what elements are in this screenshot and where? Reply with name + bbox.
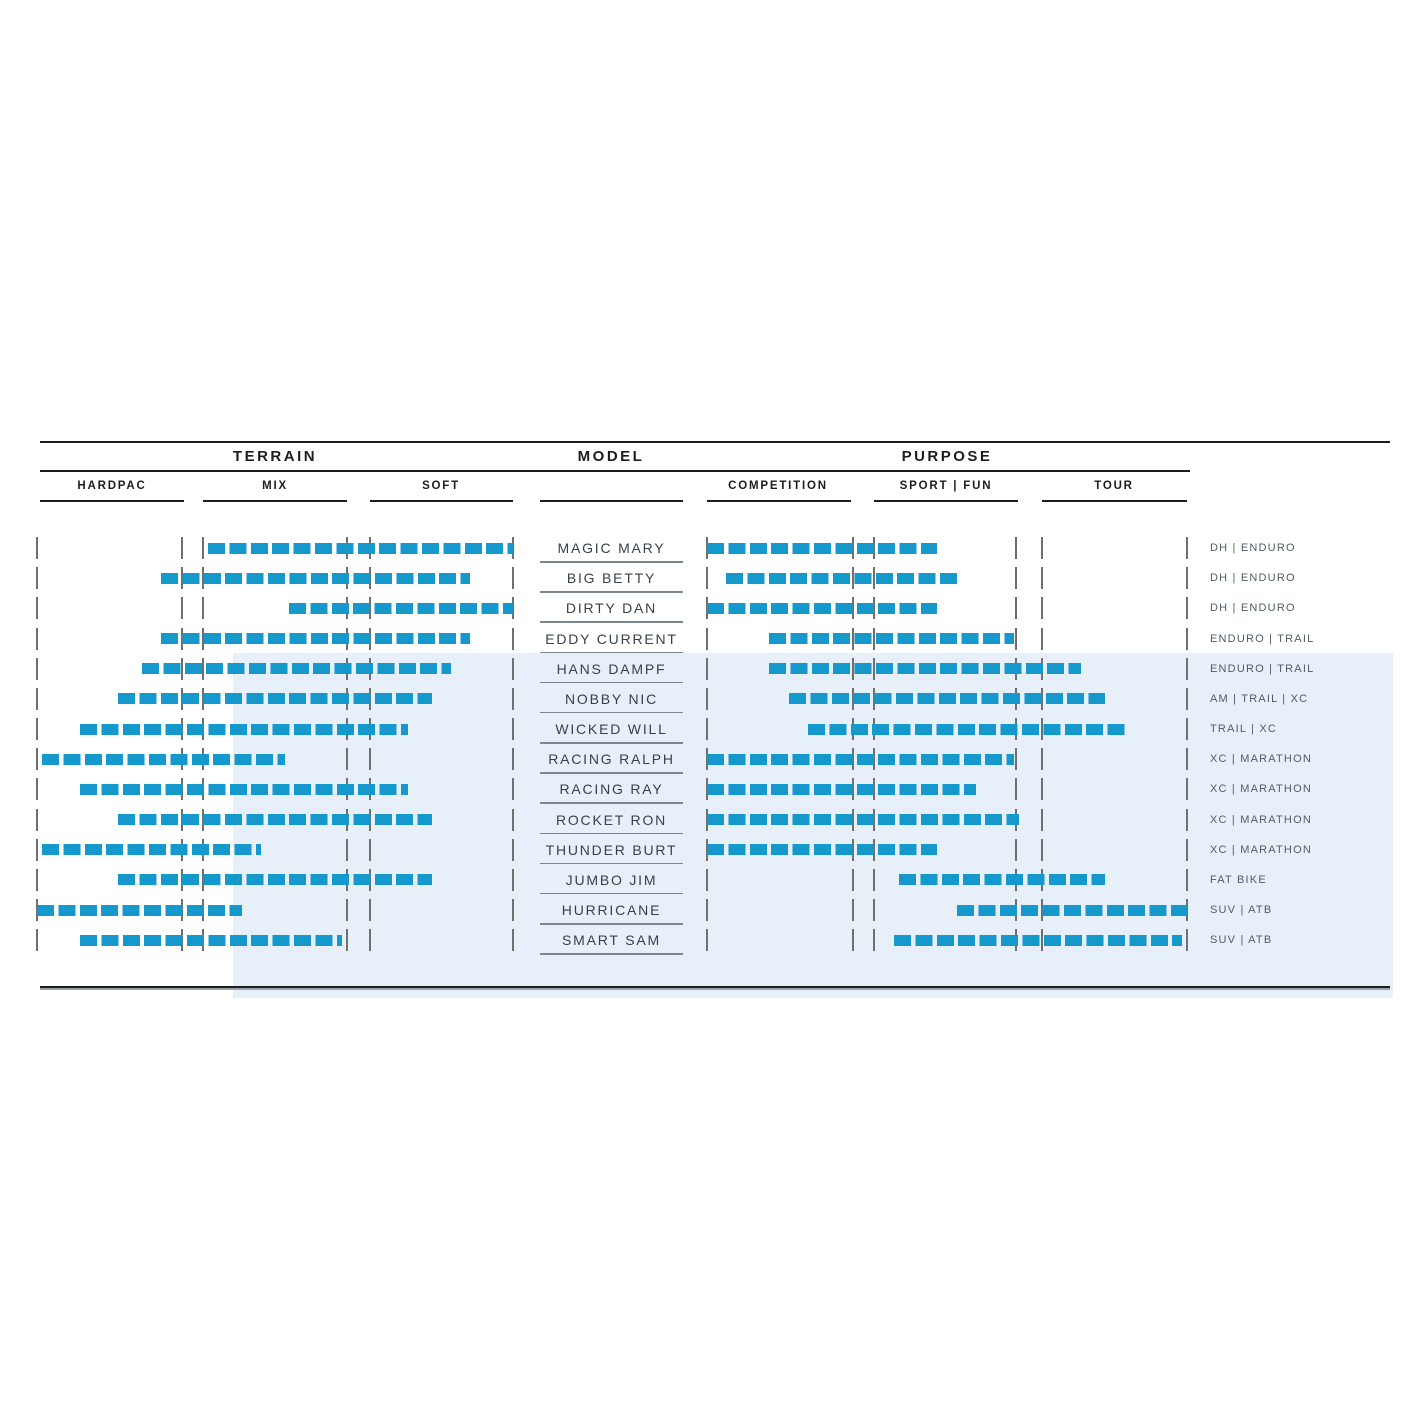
purpose-range-bar bbox=[769, 633, 1014, 644]
purpose-range-bar bbox=[707, 543, 937, 554]
underline-sport-fun bbox=[874, 500, 1018, 502]
terrain-range-bar bbox=[289, 603, 513, 614]
axis-tick bbox=[36, 809, 38, 831]
terrain-range-bar bbox=[42, 754, 285, 765]
axis-tick bbox=[1041, 597, 1043, 619]
axis-tick bbox=[1186, 929, 1188, 951]
axis-tick bbox=[36, 778, 38, 800]
axis-tick bbox=[873, 929, 875, 951]
use-label: DH | ENDURO bbox=[1210, 572, 1296, 585]
model-underline bbox=[540, 953, 683, 955]
axis-tick bbox=[1015, 748, 1017, 770]
underline-competition bbox=[707, 500, 851, 502]
model-label: RACING RALPH bbox=[548, 751, 675, 768]
axis-tick bbox=[1186, 658, 1188, 680]
axis-tick bbox=[346, 748, 348, 770]
terrain-range-bar bbox=[161, 573, 470, 584]
model-label: RACING RAY bbox=[559, 781, 664, 798]
purpose-range-bar bbox=[726, 573, 956, 584]
use-label: XC | MARATHON bbox=[1210, 843, 1312, 856]
axis-tick bbox=[1041, 628, 1043, 650]
use-label: XC | MARATHON bbox=[1210, 783, 1312, 796]
axis-tick bbox=[346, 929, 348, 951]
axis-tick bbox=[1186, 567, 1188, 589]
axis-tick bbox=[202, 597, 204, 619]
model-label: MAGIC MARY bbox=[557, 540, 666, 556]
model-underline bbox=[540, 561, 683, 563]
axis-tick bbox=[369, 748, 371, 770]
model-underline bbox=[540, 893, 683, 895]
axis-tick bbox=[181, 537, 183, 559]
underline-tour bbox=[1042, 500, 1187, 502]
axis-tick bbox=[512, 718, 514, 740]
axis-tick bbox=[1041, 567, 1043, 589]
use-label: SUV | ATB bbox=[1210, 934, 1273, 947]
axis-tick bbox=[512, 628, 514, 650]
subheader-competition: COMPETITION bbox=[728, 480, 828, 492]
axis-tick bbox=[706, 869, 708, 891]
axis-tick bbox=[852, 899, 854, 921]
purpose-range-bar bbox=[808, 724, 1125, 735]
model-label: EDDY CURRENT bbox=[545, 630, 678, 647]
axis-tick bbox=[36, 718, 38, 740]
axis-tick bbox=[1041, 537, 1043, 559]
terrain-range-bar bbox=[161, 633, 470, 644]
subheader-mix: MIX bbox=[262, 480, 288, 492]
axis-tick bbox=[706, 658, 708, 680]
axis-tick bbox=[512, 778, 514, 800]
use-label: ENDURO | TRAIL bbox=[1210, 632, 1315, 645]
purpose-range-bar bbox=[899, 874, 1105, 885]
terrain-range-bar bbox=[142, 663, 451, 674]
axis-tick bbox=[36, 537, 38, 559]
subheader-tour: TOUR bbox=[1094, 480, 1134, 492]
use-label: FAT BIKE bbox=[1210, 873, 1267, 886]
axis-tick bbox=[706, 929, 708, 951]
model-underline bbox=[540, 652, 683, 654]
model-label: JUMBO JIM bbox=[565, 871, 658, 888]
axis-tick bbox=[512, 899, 514, 921]
axis-tick bbox=[1015, 597, 1017, 619]
terrain-range-bar bbox=[80, 784, 408, 795]
axis-tick bbox=[706, 567, 708, 589]
axis-tick bbox=[873, 899, 875, 921]
header-rule bbox=[40, 470, 1190, 472]
use-label: ENDURO | TRAIL bbox=[1210, 662, 1315, 675]
axis-tick bbox=[852, 929, 854, 951]
terrain-range-bar bbox=[118, 874, 432, 885]
axis-tick bbox=[346, 899, 348, 921]
use-label: XC | MARATHON bbox=[1210, 813, 1312, 826]
axis-tick bbox=[1186, 809, 1188, 831]
axis-tick bbox=[36, 869, 38, 891]
axis-tick bbox=[36, 839, 38, 861]
terrain-range-bar bbox=[37, 905, 242, 916]
purpose-range-bar bbox=[707, 814, 1019, 825]
model-label: HANS DAMPF bbox=[556, 660, 667, 677]
axis-tick bbox=[1186, 869, 1188, 891]
axis-tick bbox=[1186, 748, 1188, 770]
model-underline bbox=[540, 621, 683, 623]
terrain-range-bar bbox=[80, 935, 342, 946]
axis-tick bbox=[1186, 628, 1188, 650]
model-label: DIRTY DAN bbox=[565, 600, 658, 617]
axis-tick bbox=[706, 688, 708, 710]
axis-tick bbox=[1186, 839, 1188, 861]
model-label: NOBBY NIC bbox=[565, 690, 658, 707]
purpose-range-bar bbox=[707, 784, 976, 795]
model-label: SMART SAM bbox=[562, 932, 661, 949]
axis-tick bbox=[512, 567, 514, 589]
axis-tick bbox=[512, 748, 514, 770]
axis-tick bbox=[852, 869, 854, 891]
axis-tick bbox=[36, 688, 38, 710]
axis-tick bbox=[36, 929, 38, 951]
axis-tick bbox=[512, 869, 514, 891]
axis-tick bbox=[706, 718, 708, 740]
axis-tick bbox=[36, 567, 38, 589]
model-label: BIG BETTY bbox=[566, 570, 657, 587]
purpose-range-bar bbox=[769, 663, 1081, 674]
terrain-range-bar bbox=[118, 693, 432, 704]
top-rule bbox=[40, 441, 1390, 443]
axis-tick bbox=[1015, 628, 1017, 650]
subheader-sport-fun: SPORT | FUN bbox=[899, 480, 993, 492]
model-underline bbox=[540, 923, 683, 925]
model-underline bbox=[540, 742, 683, 744]
purpose-range-bar bbox=[789, 693, 1106, 704]
axis-tick bbox=[512, 839, 514, 861]
underline-hardpac bbox=[40, 500, 184, 502]
subheader-soft: SOFT bbox=[422, 480, 460, 492]
model-label: WICKED WILL bbox=[555, 721, 668, 738]
underline-soft bbox=[370, 500, 513, 502]
underline-model bbox=[540, 500, 683, 502]
purpose-range-bar bbox=[894, 935, 1182, 946]
axis-tick bbox=[369, 839, 371, 861]
model-underline bbox=[540, 682, 683, 684]
model-underline bbox=[540, 591, 683, 593]
axis-tick bbox=[36, 658, 38, 680]
axis-tick bbox=[1041, 748, 1043, 770]
model-underline bbox=[540, 863, 683, 865]
terrain-header: TERRAIN bbox=[232, 448, 318, 465]
model-label: HURRICANE bbox=[561, 902, 662, 919]
use-label: DH | ENDURO bbox=[1210, 542, 1296, 554]
axis-tick bbox=[1186, 778, 1188, 800]
terrain-range-bar bbox=[80, 724, 408, 735]
axis-tick bbox=[1186, 597, 1188, 619]
purpose-header: PURPOSE bbox=[901, 448, 993, 465]
axis-tick bbox=[1015, 839, 1017, 861]
axis-tick bbox=[1015, 537, 1017, 559]
use-label: AM | TRAIL | XC bbox=[1210, 692, 1309, 705]
axis-tick bbox=[1186, 718, 1188, 740]
terrain-range-bar bbox=[118, 814, 432, 825]
axis-tick bbox=[1186, 537, 1188, 559]
axis-tick bbox=[512, 658, 514, 680]
terrain-range-bar bbox=[42, 844, 261, 855]
terrain-range-bar bbox=[208, 543, 513, 554]
axis-tick bbox=[369, 929, 371, 951]
axis-tick bbox=[512, 929, 514, 951]
model-underline bbox=[540, 712, 683, 714]
purpose-range-bar bbox=[707, 603, 937, 614]
axis-tick bbox=[706, 899, 708, 921]
use-label: DH | ENDURO bbox=[1210, 602, 1296, 615]
use-label: XC | MARATHON bbox=[1210, 753, 1312, 766]
axis-tick bbox=[181, 597, 183, 619]
purpose-range-bar bbox=[957, 905, 1187, 916]
model-underline bbox=[540, 833, 683, 835]
axis-tick bbox=[1015, 567, 1017, 589]
axis-tick bbox=[1041, 809, 1043, 831]
model-underline bbox=[540, 802, 683, 804]
axis-tick bbox=[1015, 778, 1017, 800]
model-label: THUNDER BURT bbox=[545, 841, 678, 858]
bottom-rule-shadow bbox=[40, 988, 1390, 990]
axis-tick bbox=[1041, 778, 1043, 800]
subheader-hardpac: HARDPAC bbox=[77, 480, 147, 492]
underline-mix bbox=[203, 500, 347, 502]
axis-tick bbox=[1186, 688, 1188, 710]
axis-tick bbox=[346, 839, 348, 861]
axis-tick bbox=[512, 809, 514, 831]
axis-tick bbox=[706, 628, 708, 650]
axis-tick bbox=[512, 688, 514, 710]
axis-tick bbox=[36, 597, 38, 619]
axis-tick bbox=[369, 899, 371, 921]
model-underline bbox=[540, 772, 683, 774]
axis-tick bbox=[202, 537, 204, 559]
use-label: SUV | ATB bbox=[1210, 904, 1273, 917]
axis-tick bbox=[1041, 839, 1043, 861]
use-label: TRAIL | XC bbox=[1210, 723, 1278, 736]
purpose-range-bar bbox=[707, 844, 937, 855]
purpose-range-bar bbox=[707, 754, 1014, 765]
axis-tick bbox=[873, 869, 875, 891]
axis-tick bbox=[36, 748, 38, 770]
model-header: MODEL bbox=[577, 448, 645, 465]
model-label: ROCKET RON bbox=[555, 811, 668, 828]
axis-tick bbox=[36, 628, 38, 650]
